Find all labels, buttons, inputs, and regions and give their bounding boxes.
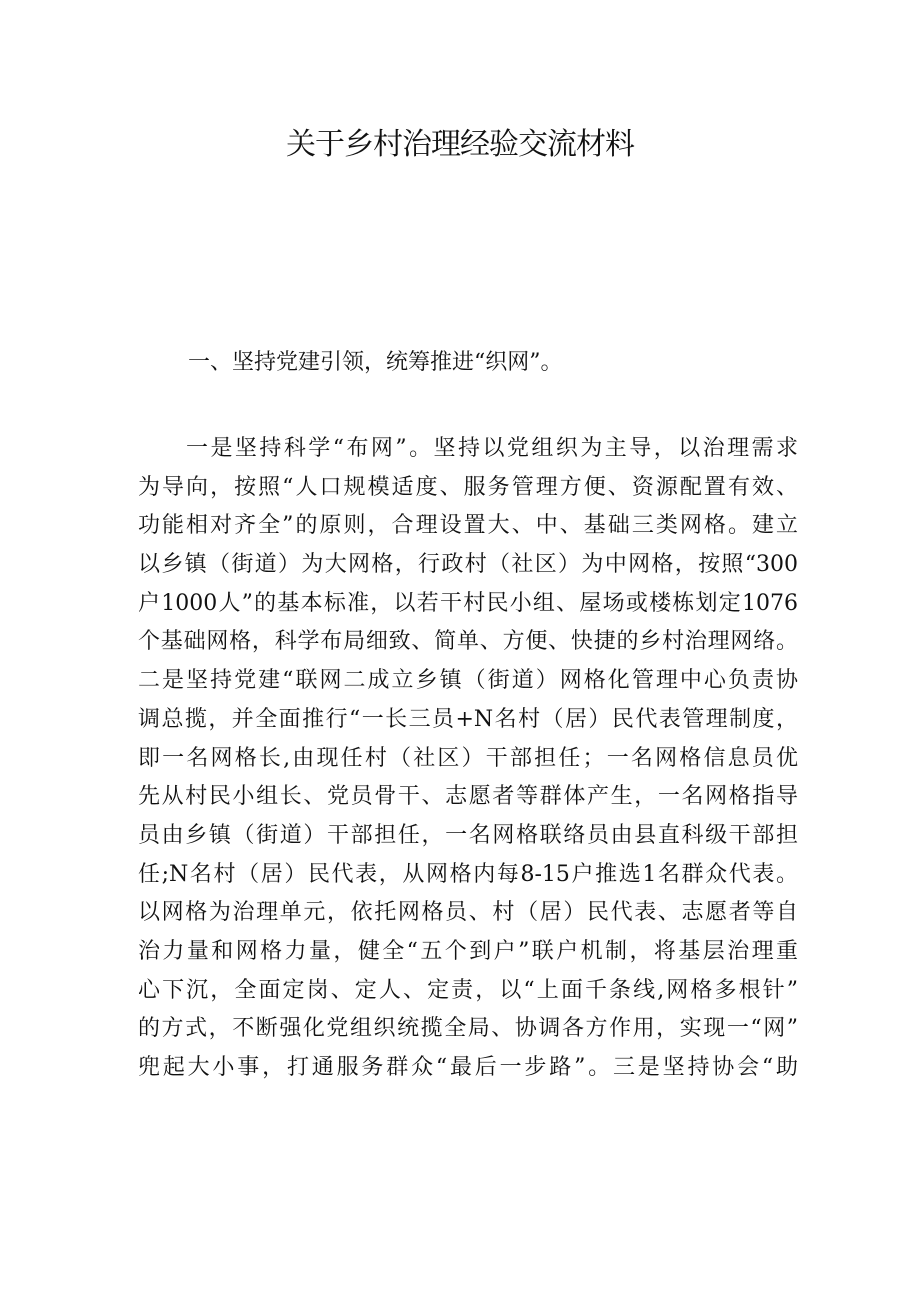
body-line: 先从村民小组长、党员骨干、志愿者等群体产生，一名网格指导 <box>138 784 798 810</box>
body-line: 治力量和网格力量，健全“五个到户”联户机制，将基层治理重 <box>138 938 798 964</box>
body-line: 员由乡镇（街道）干部担任，一名网格联络员由县直科级干部担 <box>138 822 798 848</box>
body-line: 以乡镇（街道）为大网格，行政村（社区）为中网格，按照“300 <box>138 552 798 578</box>
body-line: 个基础网格，科学布局细致、简单、方便、快捷的乡村治理网络。 <box>138 629 798 655</box>
body-line: 二是坚持党建“联网二成立乡镇（街道）网格化管理中心负责协 <box>138 668 798 694</box>
body-line: 功能相对齐全”的原则，合理设置大、中、基础三类网格。建立 <box>138 513 798 539</box>
body-line: 兜起大小事，打通服务群众“最后一步路”。三是坚持协会“助 <box>138 1055 798 1080</box>
document-title: 关于乡村治理经验交流材料 <box>286 127 634 162</box>
body-line: 调总揽，并全面推行“一长三员+N名村（居）民代表管理制度， <box>138 706 798 732</box>
body-line: 一是坚持科学“布网”。坚持以党组织为主导，以治理需求 <box>186 436 798 461</box>
body-line: 即一名网格长,由现任村（社区）干部担任；一名网格信息员优 <box>138 745 798 771</box>
body-line: 的方式，不断强化党组织统揽全局、协调各方作用，实现一“网” <box>138 1016 798 1042</box>
body-line: 心下沉，全面定岗、定人、定责，以“上面千条线,网格多根针” <box>138 977 798 1003</box>
body-line: 以网格为治理单元，依托网格员、村（居）民代表、志愿者等自 <box>138 900 798 926</box>
body-line: 为导向，按照“人口规模适度、服务管理方便、资源配置有效、 <box>138 474 798 500</box>
body-paragraph <box>138 430 798 1088</box>
body-line: 户1000人”的基本标准，以若干村民小组、屋场或楼栋划定1076 <box>138 590 798 616</box>
section-heading: 一、坚持党建引领，统筹推进“织网”。 <box>188 350 563 375</box>
body-line: 任;N名村（居）民代表，从网格内每8-15户推选1名群众代表。 <box>138 861 798 887</box>
